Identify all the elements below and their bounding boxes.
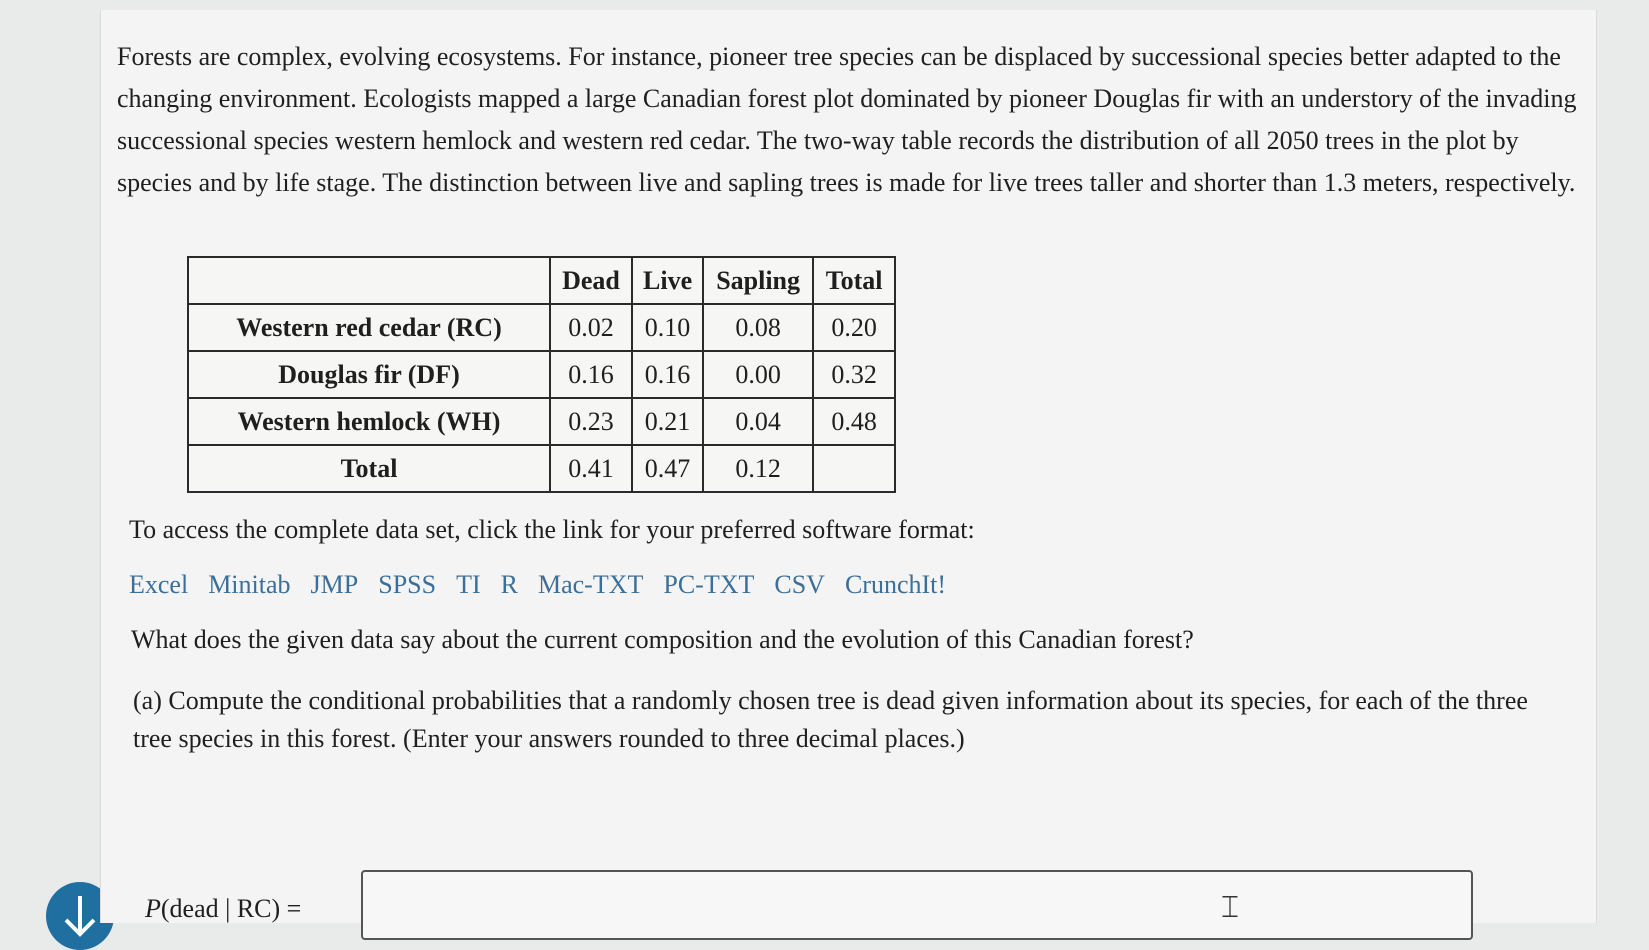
link-r[interactable]: R xyxy=(500,570,518,599)
cell-live: 0.10 xyxy=(632,304,703,351)
table-row xyxy=(188,351,895,398)
download-arrow-icon xyxy=(62,894,98,938)
answer-label-body: (dead | RC) = xyxy=(160,894,302,923)
cell-dead: 0.41 xyxy=(550,445,632,492)
intro-paragraph: Forests are complex, evolving ecosystems. For instance, pioneer tree species can be displaced by successional species better adapted to the changing environment. Ecologists mapped a large Canadian forest plot dominated by pioneer Douglas fir with an understory of the invading successional species western hemlock and western red cedar. The two-way table records the distribution of all 2050 trees in the plot by species and by life stage. The distinction between live and sapling trees is made for live trees taller and shorter than 1.3 meters, respectively. xyxy=(117,42,1577,197)
cell-sapling: 0.00 xyxy=(703,351,813,398)
table-total-row xyxy=(188,445,895,492)
link-ti[interactable]: TI xyxy=(456,570,481,599)
link-jmp[interactable]: JMP xyxy=(310,570,359,599)
question-text: What does the given data say about the current composition and the evolution of this Canadian forest? xyxy=(131,625,1194,654)
two-way-table xyxy=(187,256,896,493)
link-pc-txt[interactable]: PC-TXT xyxy=(663,570,755,599)
data-access-text: To access the complete data set, click the link for your preferred software format: xyxy=(129,515,975,544)
cell-total xyxy=(813,445,895,492)
col-header-live: Live xyxy=(632,257,703,304)
table-corner-cell xyxy=(188,257,550,304)
row-label: Total xyxy=(188,445,550,492)
answer-input-dead-rc[interactable] xyxy=(361,870,1473,940)
link-spss[interactable]: SPSS xyxy=(378,570,437,599)
row-label: Western red cedar (RC) xyxy=(188,304,550,351)
row-label: Western hemlock (WH) xyxy=(188,398,550,445)
col-header-total: Total xyxy=(813,257,895,304)
cell-total: 0.20 xyxy=(813,304,895,351)
cell-total: 0.32 xyxy=(813,351,895,398)
link-csv[interactable]: CSV xyxy=(774,570,825,599)
table-row xyxy=(188,398,895,445)
software-links xyxy=(129,570,946,600)
answer-label xyxy=(145,894,301,924)
text-cursor-icon: ⌶ xyxy=(1221,890,1239,925)
cell-live: 0.16 xyxy=(632,351,703,398)
table-header-row xyxy=(188,257,895,304)
row-label: Douglas fir (DF) xyxy=(188,351,550,398)
cell-sapling: 0.08 xyxy=(703,304,813,351)
probability-symbol: P xyxy=(145,894,161,923)
part-a-text: (a) Compute the conditional probabilities that a randomly chosen tree is dead given information about its species, for each of the three tree species in this forest. (Enter your answers rounded to three decimal places.) xyxy=(133,686,1528,753)
cell-total: 0.48 xyxy=(813,398,895,445)
col-header-dead: Dead xyxy=(550,257,632,304)
link-minitab[interactable]: Minitab xyxy=(208,570,291,599)
table-row xyxy=(188,304,895,351)
cell-sapling: 0.12 xyxy=(703,445,813,492)
link-mac-txt[interactable]: Mac-TXT xyxy=(537,570,644,599)
cell-live: 0.47 xyxy=(632,445,703,492)
col-header-sapling: Sapling xyxy=(703,257,813,304)
cell-sapling: 0.04 xyxy=(703,398,813,445)
link-crunchit[interactable]: CrunchIt! xyxy=(844,570,947,599)
cell-dead: 0.16 xyxy=(550,351,632,398)
cell-dead: 0.23 xyxy=(550,398,632,445)
cell-dead: 0.02 xyxy=(550,304,632,351)
link-excel[interactable]: Excel xyxy=(129,570,189,599)
question-panel xyxy=(100,10,1597,923)
cell-live: 0.21 xyxy=(632,398,703,445)
